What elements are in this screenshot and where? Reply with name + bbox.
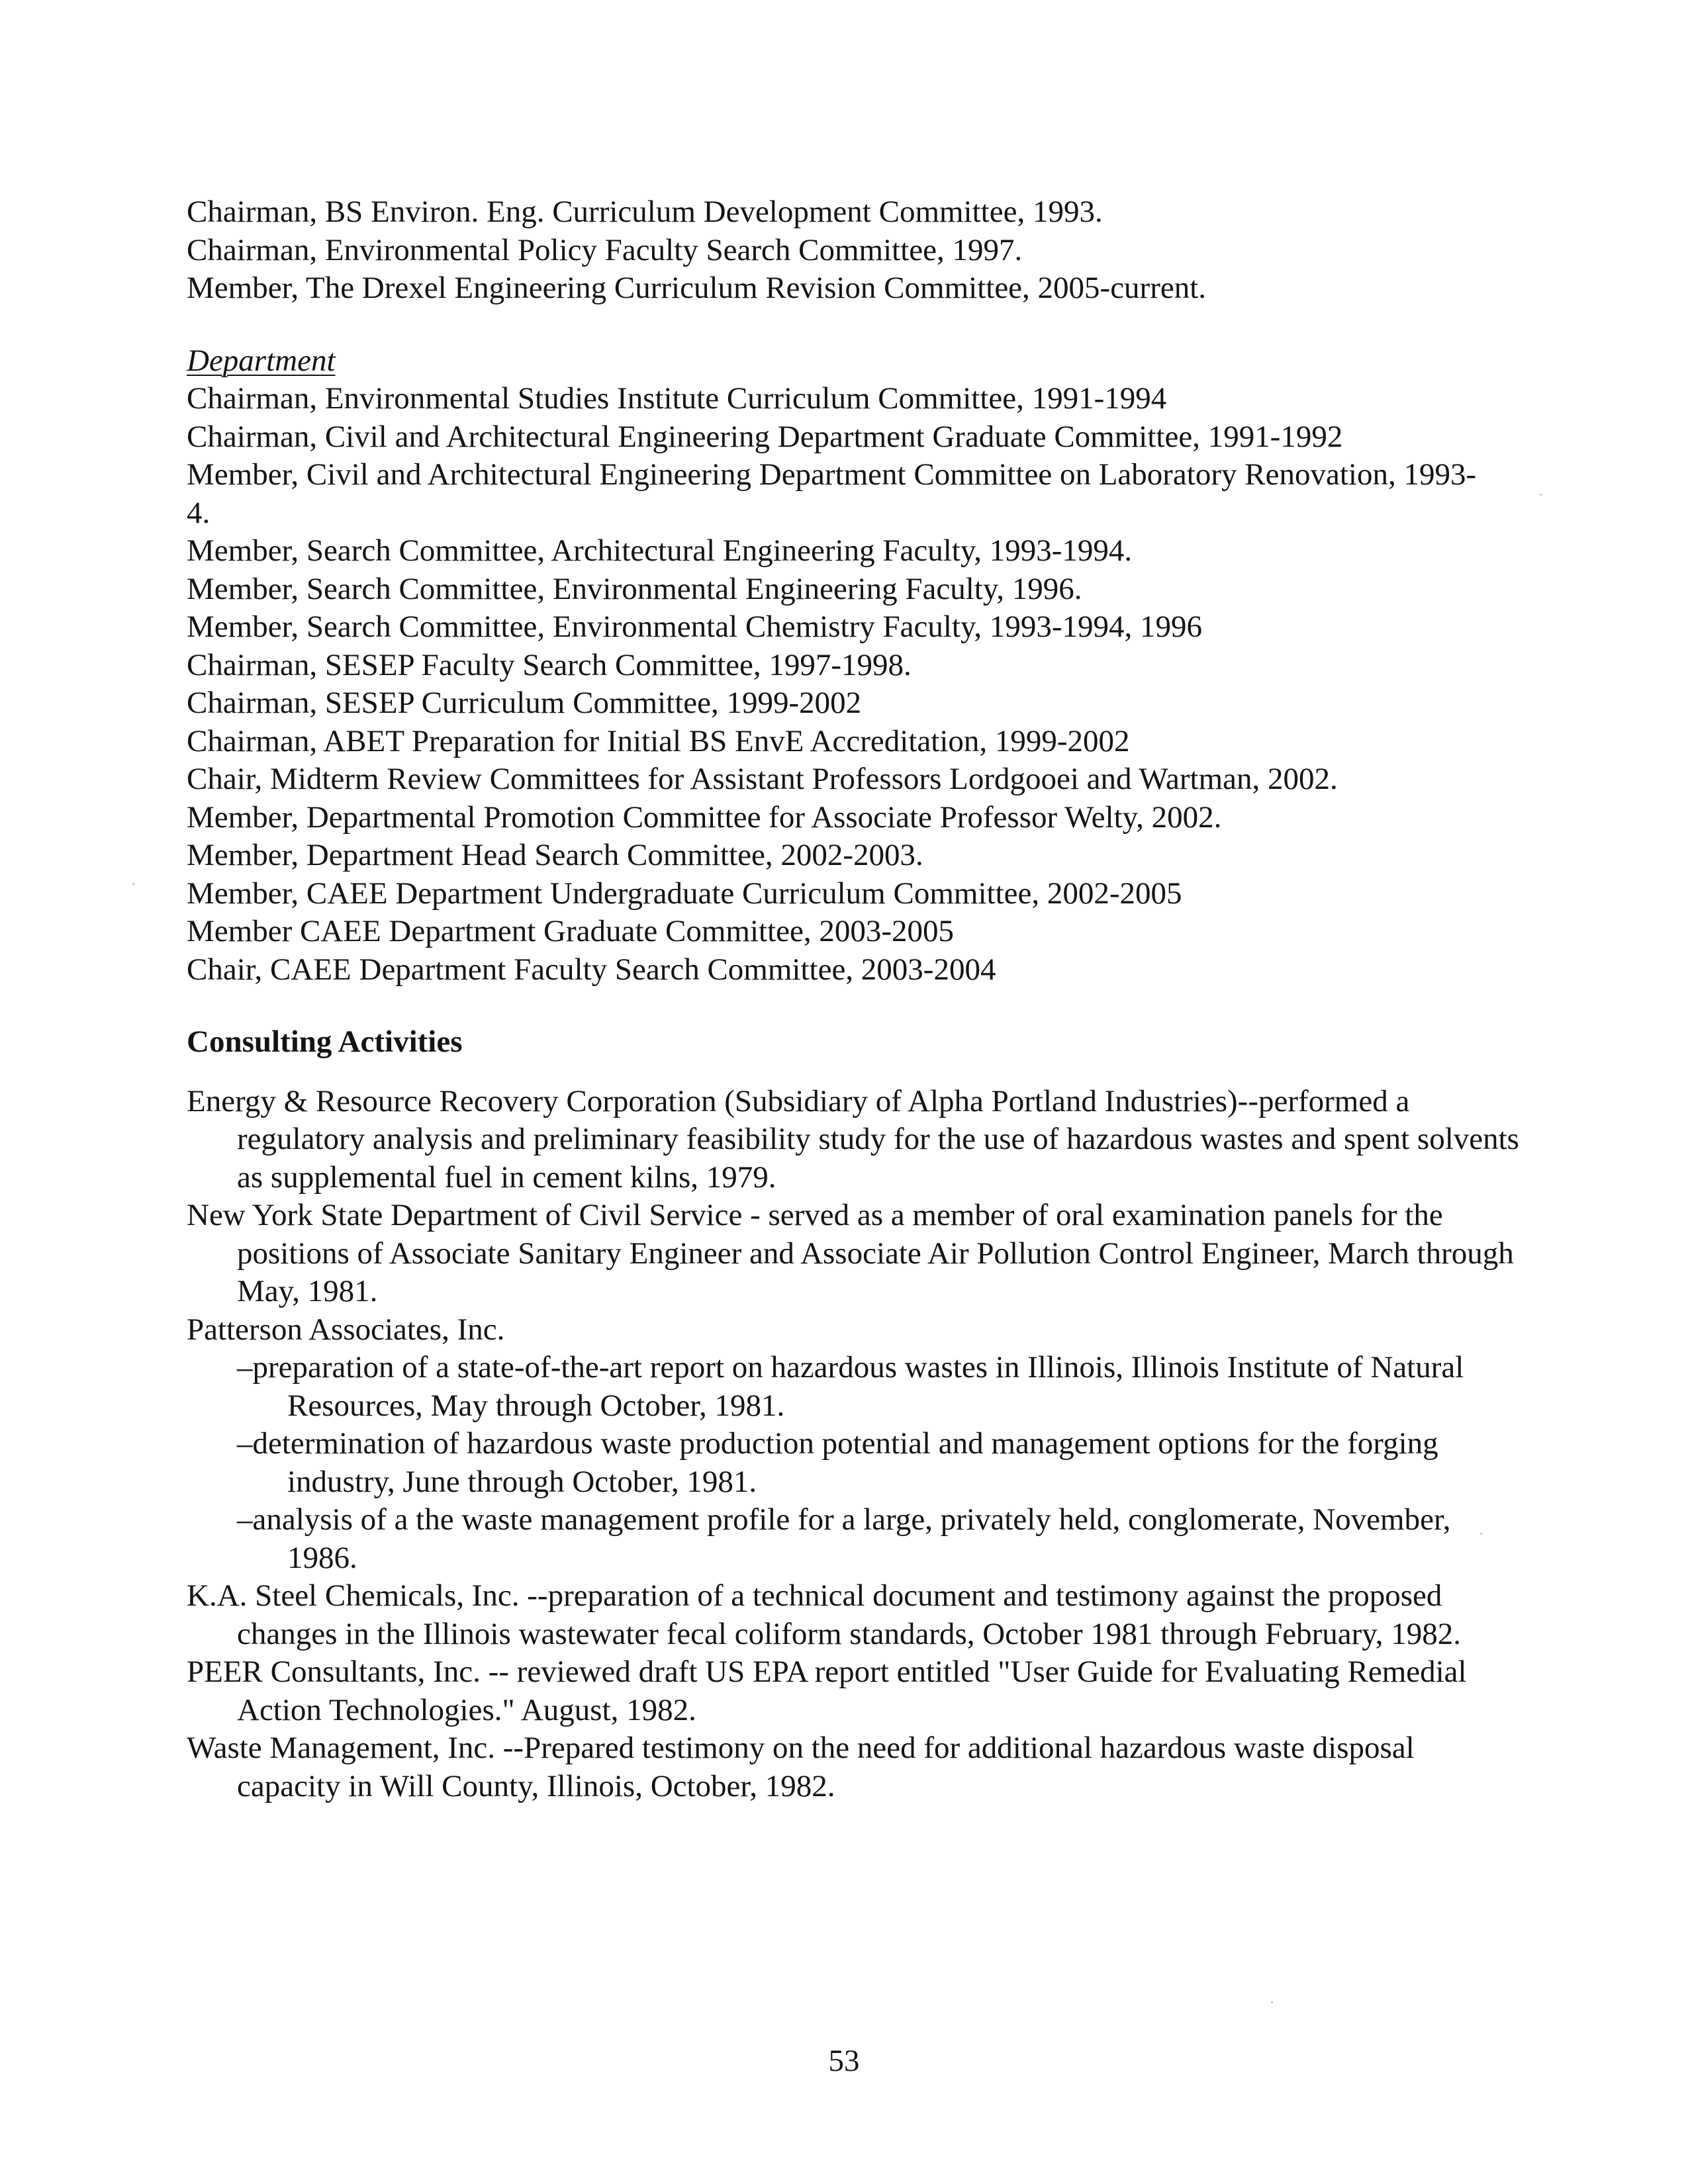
- department-section: [187, 342, 1511, 989]
- scan-speck: [1271, 2001, 1273, 2003]
- department-item: Member, Search Committee, Environmental Chemistry Faculty, 1993-1994, 1996: [187, 610, 1203, 644]
- committee-item: Member, The Drexel Engineering Curriculum Revision Committee, 2005-current.: [187, 271, 1207, 305]
- department-item: Member, CAEE Department Undergraduate Curriculum Committee, 2002-2005: [187, 876, 1182, 911]
- department-item: Member CAEE Department Graduate Committee, 2003-2005: [187, 914, 955, 948]
- department-item: Chairman, SESEP Faculty Search Committee, 1997-1998.: [187, 647, 912, 682]
- department-item: Chair, CAEE Department Faculty Search Committee, 2003-2004: [187, 952, 996, 987]
- patterson-subitem: –analysis of a the waste management profile for a large, privately held, conglomerate, November, 1986.: [237, 1502, 1451, 1575]
- spacer: [187, 1062, 1511, 1083]
- department-item: Member, Search Committee, Architectural Engineering Faculty, 1993-1994.: [187, 533, 1133, 568]
- spacer: [187, 308, 1511, 342]
- consulting-entry: Waste Management, Inc. --Prepared testimony on the need for additional hazardous waste disposal capacity in Will County, Illinois, October, 1982.: [187, 1731, 1415, 1803]
- consulting-entry: PEER Consultants, Inc. -- reviewed draft US EPA report entitled "User Guide for Evaluating Remedial Action Technologies." August, 1982.: [187, 1655, 1467, 1727]
- patterson-subitems: [187, 1349, 1521, 1577]
- consulting-entry: K.A. Steel Chemicals, Inc. --preparation of a technical document and testimony against the proposed changes in the Illinois wastewater fecal coliform standards, October 1981 through February, 1982.: [187, 1578, 1461, 1651]
- department-item: Chairman, SESEP Curriculum Committee, 1999-2002: [187, 686, 862, 720]
- patterson-subitem: –preparation of a state-of-the-art report on hazardous wastes in Illinois, Illinois Institute of Natural Resources, May through October, 1981.: [237, 1350, 1464, 1423]
- patterson-subitem: –determination of hazardous waste production potential and management options for the forging industry, June through October, 1981.: [237, 1426, 1438, 1499]
- department-item: Chairman, Environmental Studies Institute Curriculum Committee, 1991-1994: [187, 381, 1167, 416]
- committee-item: Chairman, BS Environ. Eng. Curriculum Development Committee, 1993.: [187, 195, 1103, 229]
- scan-speck: [1540, 494, 1542, 496]
- university-committees-list: [187, 193, 1511, 308]
- department-item: Chairman, ABET Preparation for Initial BS EnvE Accreditation, 1999-2002: [187, 723, 1130, 758]
- department-item: Member, Department Head Search Committee, 2002-2003.: [187, 838, 923, 872]
- department-item: Chair, Midterm Review Committees for Assistant Professors Lordgooei and Wartman, 2002.: [187, 762, 1338, 796]
- department-item: Member, Departmental Promotion Committee for Associate Professor Welty, 2002.: [187, 799, 1222, 835]
- department-item: Member, Search Committee, Environmental Engineering Faculty, 1996.: [187, 571, 1082, 606]
- page-content: [187, 193, 1519, 1805]
- scan-speck: [1480, 1533, 1482, 1535]
- consulting-heading: Consulting Activities: [187, 1024, 463, 1059]
- committee-item: Chairman, Environmental Policy Faculty Search Committee, 1997.: [187, 232, 1023, 267]
- scan-speck: [132, 883, 134, 885]
- department-item: Member, Civil and Architectural Engineering Department Committee on Laboratory Renovation, 1993-4.: [187, 457, 1477, 530]
- page-number: 53: [828, 2044, 860, 2078]
- patterson-name: Patterson Associates, Inc.: [187, 1312, 505, 1347]
- patterson-entry: [187, 1311, 1511, 1578]
- consulting-entry: New York State Department of Civil Service - served as a member of oral examination panels for the positions of Associate Sanitary Engineer and Associate Air Pollution Control Engineer, March through May, 1981.: [187, 1198, 1514, 1308]
- department-item: Chairman, Civil and Architectural Engineering Department Graduate Committee, 1991-1992: [187, 419, 1343, 454]
- department-heading: Department: [187, 343, 336, 378]
- consulting-section: [187, 1023, 1519, 1805]
- spacer: [187, 989, 1511, 1023]
- consulting-entry: Energy & Resource Recovery Corporation (Subsidiary of Alpha Portland Industries)--performed a regulatory analysis and preliminary feasibility study for the use of hazardous wastes and spent solvents as supplemental fuel in cement kilns, 1979.: [187, 1083, 1519, 1195]
